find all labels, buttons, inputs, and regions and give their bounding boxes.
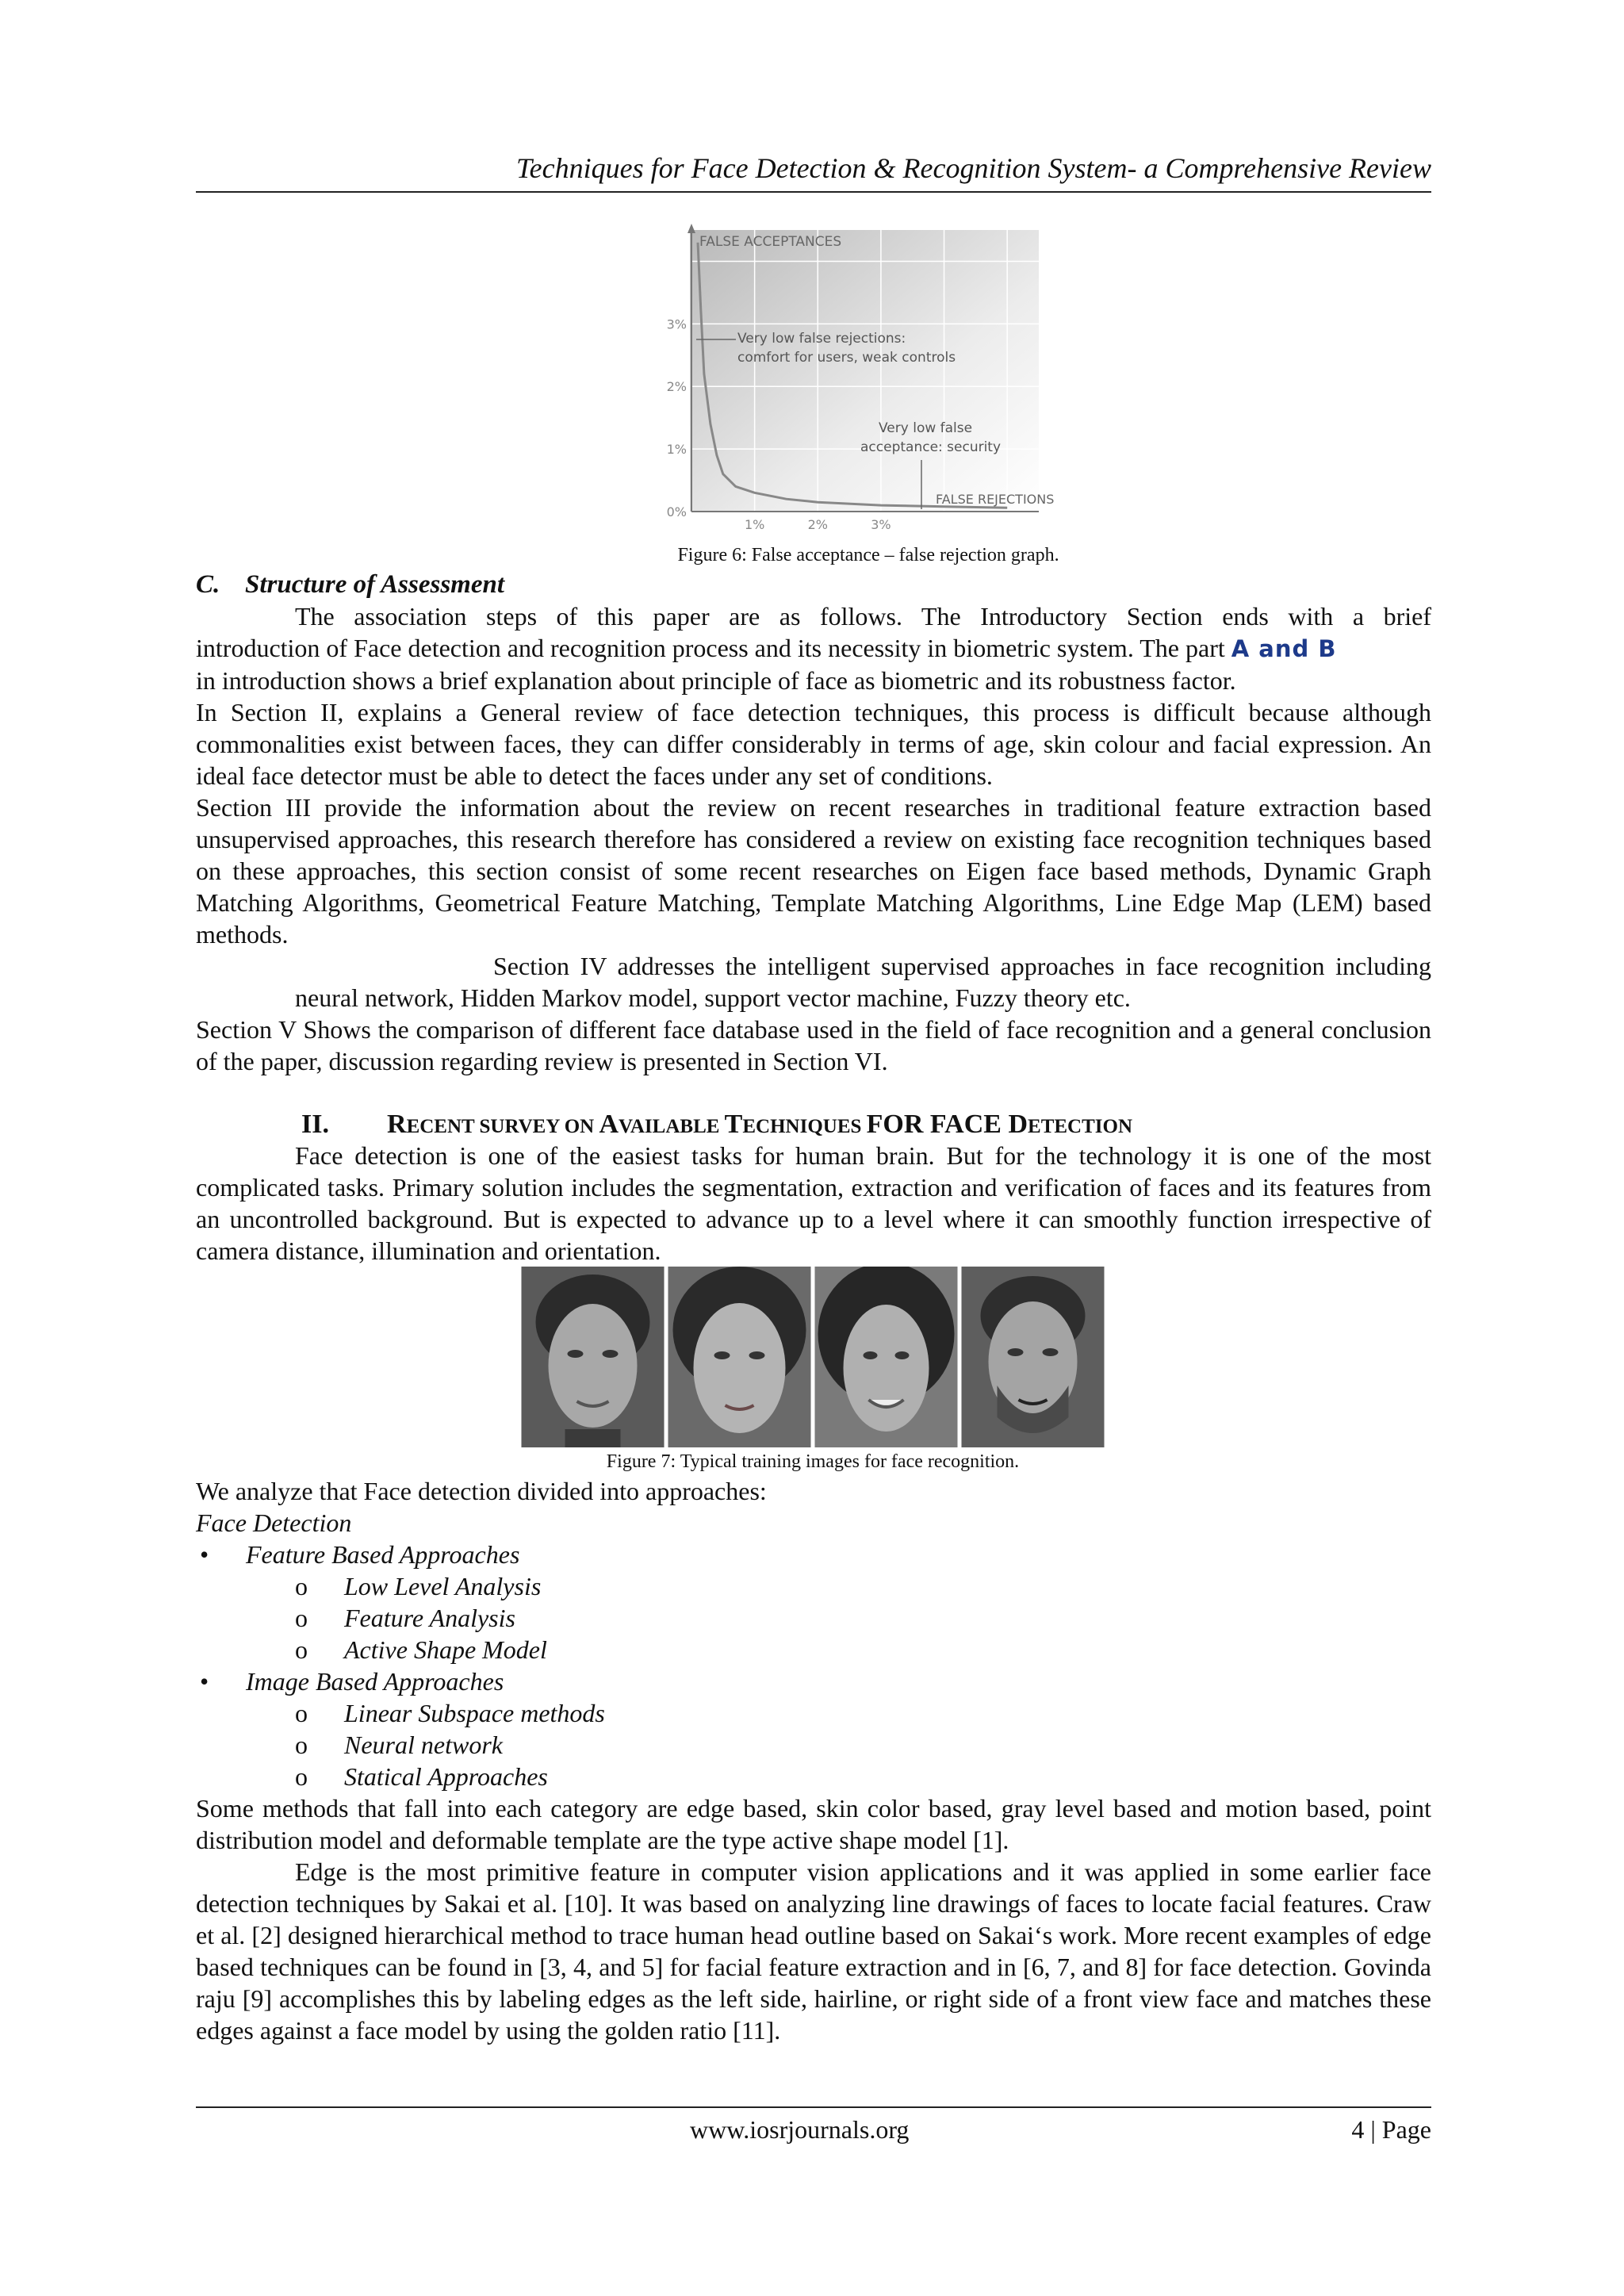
- list-subitem: [196, 1761, 1431, 1792]
- sub-bullet-icon: o: [295, 1731, 308, 1759]
- section-2-text: [196, 1140, 1431, 1267]
- heading-part: A: [599, 1110, 619, 1139]
- list-subitem: [196, 1634, 1431, 1665]
- sub-bullet-icon: o: [295, 1635, 308, 1664]
- footer-url: www.iosrjournals.org: [690, 2115, 910, 2144]
- y-tick-label: 3%: [666, 316, 687, 332]
- paragraph: Section III provide the information about the review on recent researches in traditional feature extraction based unsupervised approaches, this research therefore has considered a review on existing face recognition techniques based on these approaches, this section consist of some recent researches on Eigen face based methods, Dynamic Graph Matching Algorithms, Geometrical Feature Matching, Template Matching Algorithms, Line Edge Map (LEM) based methods.: [196, 793, 1431, 949]
- annotation-bottom-line1: Very low false: [879, 420, 973, 436]
- heading-part: ECENT SURVEY ON: [406, 1116, 599, 1137]
- annotation-top-line1: Very low false rejections:: [737, 331, 906, 347]
- figure-6-caption: Figure 6: False acceptance – false rejection graph.: [677, 545, 1059, 565]
- x-tick-label: 1%: [744, 517, 765, 531]
- paragraph: Some methods that fall into each category are edge based, skin color based, gray level based and motion based, point distribution model and deformable template are the type active shape model [1].: [196, 1794, 1431, 1854]
- paragraph-text: introduction of Face detection and recognition process and its necessity in biometric system. The part: [196, 634, 1225, 662]
- subsection-heading: [196, 569, 504, 600]
- face-photo-2: [668, 1267, 811, 1447]
- paragraph-line: The association steps of this paper are as follows. The Introductory Section ends with a brief: [295, 602, 1431, 631]
- heading-part: ETECTION: [1028, 1116, 1133, 1137]
- annotation-bottom-line2: acceptance: security: [860, 439, 1002, 455]
- footer-rule: [196, 2106, 1431, 2108]
- list-subitem-label: Linear Subspace methods: [344, 1699, 605, 1727]
- sub-bullet-icon: o: [295, 1762, 308, 1791]
- paragraph: Section IV addresses the intelligent supervised approaches in face recognition including neural network, Hidden Markov model, support vector machine, Fuzzy theory etc.: [295, 952, 1431, 1012]
- list-subitem-label: Statical Approaches: [344, 1762, 548, 1791]
- list-root: Face Detection: [196, 1508, 352, 1537]
- paragraph: In Section II, explains a General review of face detection techniques, this process is difficult because although commonalities exist between faces, they can differ considerably in terms of age, skin colour and facial expression. An ideal face detector must be able to detect the faces under any set of conditions.: [196, 698, 1431, 790]
- paragraph-line: in introduction shows a brief explanation about principle of face as biometric and its robustness factor.: [196, 666, 1236, 695]
- list-item-label: Image Based Approaches: [246, 1667, 504, 1696]
- heading-part: T: [724, 1110, 743, 1139]
- list-subitem-label: Low Level Analysis: [344, 1572, 542, 1600]
- heading-part: D: [1001, 1110, 1028, 1139]
- heading-part: VAILABLE: [619, 1116, 725, 1137]
- list-item: [196, 1665, 1431, 1697]
- approaches-list: [196, 1475, 1431, 1792]
- closing-text: [196, 1792, 1431, 2046]
- x-tick-label: 3%: [871, 517, 891, 531]
- figure-6-chart: [666, 222, 1063, 531]
- bullet-icon: •: [200, 1667, 209, 1696]
- x-axis-label: FALSE REJECTIONS: [936, 492, 1055, 507]
- face-photo-3: [814, 1267, 958, 1447]
- list-subitem: [196, 1602, 1431, 1634]
- heading-part: R: [387, 1110, 407, 1139]
- header-rule: [196, 191, 1431, 193]
- y-tick-label: 2%: [666, 379, 687, 395]
- ab-badge: A and B: [1231, 635, 1337, 662]
- heading-part: FOR FACE: [866, 1110, 1002, 1139]
- list-item-label: Feature Based Approaches: [246, 1540, 520, 1569]
- annotation-top-line2: comfort for users, weak controls: [737, 350, 956, 366]
- running-header: Techniques for Face Detection & Recognition System- a Comprehensive Review: [515, 152, 1431, 184]
- list-subitem: [196, 1570, 1431, 1602]
- list-subitem-label: Active Shape Model: [344, 1635, 547, 1664]
- plot-background: [690, 230, 1039, 512]
- face-photo-1: [521, 1267, 665, 1447]
- section-c-text: [196, 600, 1431, 1077]
- heading-part: ECHNIQUES: [742, 1116, 867, 1137]
- x-tick-label: 2%: [807, 517, 828, 531]
- list-intro: We analyze that Face detection divided into approaches:: [196, 1477, 767, 1505]
- paragraph: Face detection is one of the easiest tasks for human brain. But for the technology it is one of the most complicated tasks. Primary solution includes the segmentation, extraction and verification of faces and its features from an uncontrolled background. But is expected to advance up to a level where it can smoothly function irrespective of camera distance, illumination and orientation.: [196, 1141, 1431, 1265]
- x-tick-labels: [745, 517, 891, 531]
- bullet-icon: •: [200, 1540, 209, 1569]
- sub-bullet-icon: o: [295, 1699, 308, 1727]
- figure-7-caption: Figure 7: Typical training images for face recognition.: [606, 1451, 1020, 1472]
- list-subitem-label: Neural network: [344, 1731, 503, 1759]
- footer-page-number: 4 | Page: [1351, 2115, 1431, 2144]
- sub-bullet-icon: o: [295, 1604, 308, 1632]
- paragraph: Section V Shows the comparison of different face database used in the field of face recognition and a general conclusion of the paper, discussion regarding review is presented in Section VI.: [196, 1015, 1431, 1075]
- list-subitem: [196, 1697, 1431, 1729]
- list-subitem: [196, 1729, 1431, 1761]
- y-axis-arrow-icon: [688, 224, 695, 233]
- y-axis-label: FALSE ACCEPTANCES: [699, 234, 842, 250]
- list-item: [196, 1539, 1431, 1570]
- list-subitem-label: Feature Analysis: [344, 1604, 515, 1632]
- subsection-title: Structure of Assessment: [245, 570, 505, 599]
- section-number: II.: [301, 1110, 329, 1139]
- section-heading: [301, 1108, 1132, 1144]
- y-tick-label: 0%: [666, 504, 687, 519]
- paragraph-line: [196, 632, 1431, 665]
- figure-7-image: [521, 1267, 1105, 1447]
- face-photo-4: [961, 1267, 1105, 1447]
- paragraph: Edge is the most primitive feature in computer vision applications and it was applied in some earlier face detection techniques by Sakai et al. [10]. It was based on analyzing line drawings of faces to locate facial features. Craw et al. [2] designed hierarchical method to trace human head outline based on Sakai‘s work. More recent examples of edge based techniques can be found in [3, 4, and 5] for facial feature extraction and in [6, 7, and 8] for face detection. Govinda raju [9] accomplishes this by labeling edges as the left side, hairline, or right side of a front view face and matches these edges against a face model by using the golden ratio [11].: [196, 1857, 1431, 2045]
- sub-bullet-icon: o: [295, 1572, 308, 1600]
- y-tick-label: 1%: [666, 442, 687, 458]
- y-tick-labels: [667, 316, 687, 519]
- subsection-letter: C.: [196, 570, 220, 599]
